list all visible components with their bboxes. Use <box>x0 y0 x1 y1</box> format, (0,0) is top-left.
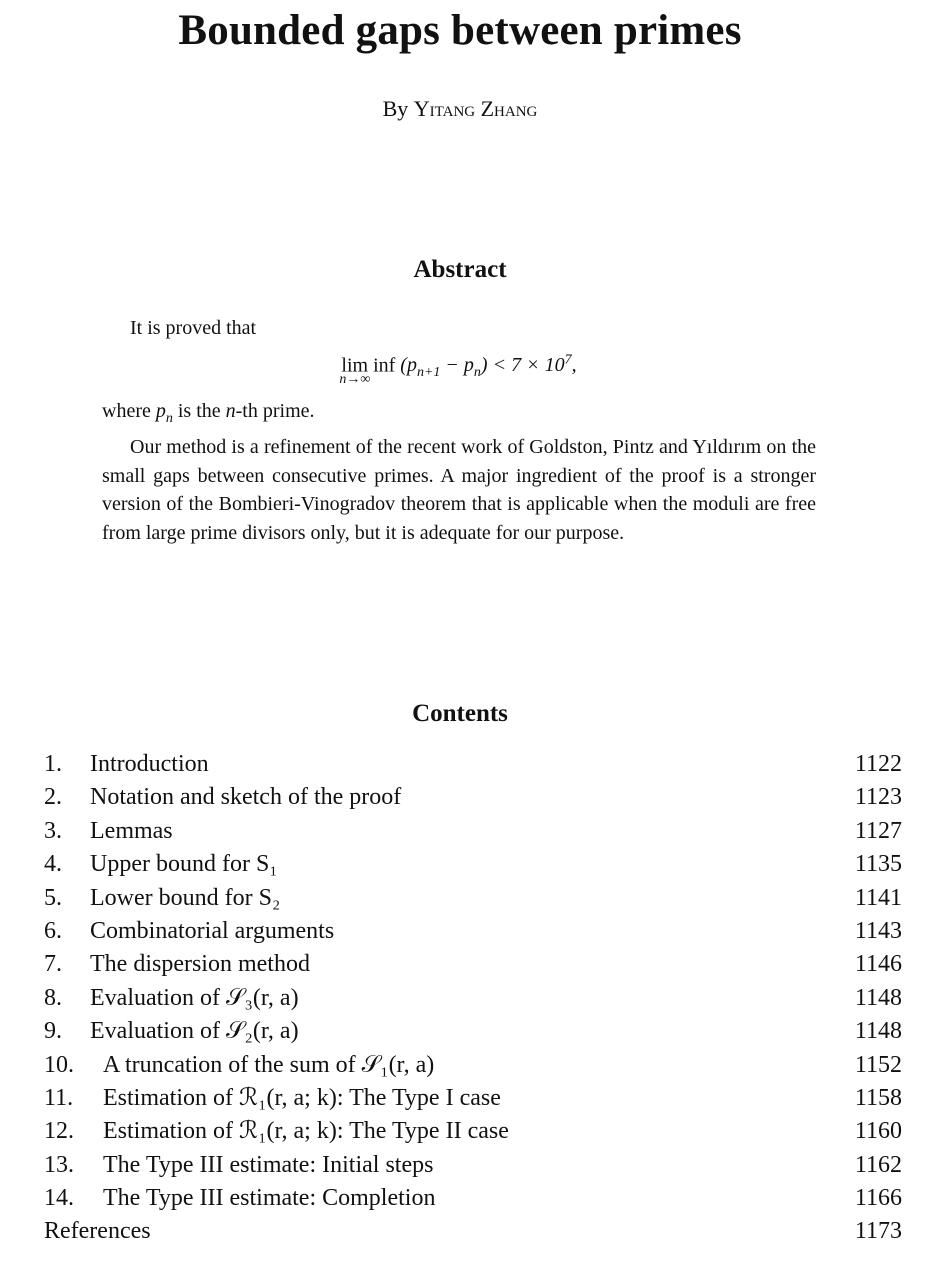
abstract-intro: It is proved that <box>130 317 257 339</box>
toc-entry-number: 8. <box>44 984 62 1011</box>
pn-symbol: $p_n$ <box>155 399 173 426</box>
author-byline <box>0 96 920 122</box>
toc-entry-number: 12. <box>44 1118 74 1145</box>
toc-entry-number: 11. <box>44 1084 74 1111</box>
toc-entry-label[interactable]: Estimation of ℛ₁(r, a; k): The Type I case <box>103 1084 501 1111</box>
after-formula-text: where <box>102 399 151 422</box>
toc-entry[interactable] <box>44 1182 902 1215</box>
toc-entry-label[interactable]: The Type III estimate: Initial steps <box>103 1151 434 1178</box>
toc-entry-label[interactable]: A truncation of the sum of 𝒮₁(r, a) <box>103 1051 435 1078</box>
toc-entry-label[interactable]: Notation and sketch of the proof <box>90 784 402 811</box>
toc-entry-page: 1146 <box>854 951 902 978</box>
toc-entry-label[interactable]: Lower bound for S₂ <box>90 884 281 911</box>
toc-entry-page: 1148 <box>854 984 902 1011</box>
toc-entry[interactable] <box>44 815 902 848</box>
toc-entry-number: 5. <box>44 884 62 911</box>
toc-entry-label[interactable]: Introduction <box>90 751 209 777</box>
toc-entry-label[interactable]: The Type III estimate: Completion <box>103 1185 436 1212</box>
toc-entry-page: 1143 <box>854 917 902 944</box>
formula-limit-subscript: n→∞ <box>339 371 371 387</box>
abstract-body <box>102 314 816 548</box>
toc-entry-number: 7. <box>44 951 62 978</box>
toc-entry-label[interactable]: The dispersion method <box>90 951 310 978</box>
toc-entry-page: 1127 <box>854 817 902 844</box>
toc-entry[interactable] <box>44 882 902 915</box>
toc-entry-label[interactable]: Combinatorial arguments <box>90 917 335 944</box>
toc-entry-number: 2. <box>44 784 62 811</box>
toc-entry-number: 14. <box>44 1185 74 1212</box>
toc-entry-page: 1148 <box>854 1018 902 1045</box>
toc-entry-page: 1158 <box>854 1084 902 1111</box>
after-formula-text: is the <box>177 399 221 422</box>
table-of-contents <box>44 748 902 1249</box>
toc-entry-page: 1160 <box>854 1118 902 1145</box>
byline-prefix: By <box>382 96 409 121</box>
toc-entry-number: 3. <box>44 817 62 844</box>
toc-entry-label[interactable]: References <box>44 1218 151 1245</box>
toc-entry[interactable] <box>44 1115 902 1148</box>
toc-entry[interactable] <box>44 848 902 881</box>
toc-entry[interactable] <box>44 1082 902 1115</box>
toc-entry-page: 1135 <box>854 851 902 878</box>
toc-entry-page: 1123 <box>854 784 902 811</box>
abstract-paragraph: Our method is a refinement of the recent work of Goldston, Pintz and Yıldırım on the small gaps between consecutive primes. A major ingredient of the proof is a stronger version of the Bombieri-Vinogradov theorem that is applicable when the moduli are free from large prime divisors only, but it is adequate for our purpose. <box>102 436 816 544</box>
toc-entry[interactable] <box>44 781 902 814</box>
toc-entry[interactable] <box>44 915 902 948</box>
n-symbol: n <box>225 399 236 422</box>
contents-heading: Contents <box>412 700 508 727</box>
abstract-heading: Abstract <box>413 256 507 283</box>
toc-entry-label[interactable]: Upper bound for S₁ <box>90 851 278 878</box>
toc-entry-number: 9. <box>44 1018 62 1045</box>
toc-entry-page: 1162 <box>854 1151 902 1178</box>
toc-entry[interactable] <box>44 1149 902 1182</box>
toc-entry[interactable] <box>44 1015 902 1048</box>
toc-entry-page: 1122 <box>854 751 902 777</box>
toc-entry-label[interactable]: Lemmas <box>90 817 173 844</box>
toc-entry-number: 4. <box>44 851 62 878</box>
formula-body: $(p_{n+1} - p_n) < 7 \times 10^7$, <box>400 352 577 381</box>
toc-entry[interactable] <box>44 1049 902 1082</box>
toc-entry-label[interactable]: Evaluation of 𝒮₃(r, a) <box>90 984 299 1011</box>
main-formula <box>102 349 816 397</box>
toc-entry-number: 6. <box>44 917 62 944</box>
toc-entry-number: 1. <box>44 751 62 777</box>
abstract-after-formula <box>102 397 816 434</box>
toc-entry-page: 1152 <box>854 1051 902 1078</box>
toc-entry-number: 10. <box>44 1051 74 1078</box>
formula-expression <box>341 349 576 386</box>
after-formula-text: -th prime. <box>235 399 315 422</box>
toc-entry-number: 13. <box>44 1151 74 1178</box>
formula-liminf: lim inf <box>341 354 396 377</box>
paper-title: Bounded gaps between primes <box>178 7 742 54</box>
toc-entry-label[interactable]: Evaluation of 𝒮₂(r, a) <box>90 1018 299 1045</box>
toc-entry-label[interactable]: Estimation of ℛ₁(r, a; k): The Type II case <box>103 1118 509 1145</box>
toc-entry-page: 1141 <box>854 884 902 911</box>
toc-entry-page: 1166 <box>854 1185 902 1212</box>
toc-entry[interactable] <box>44 1215 902 1248</box>
toc-entry[interactable] <box>44 748 902 781</box>
toc-entry[interactable] <box>44 948 902 981</box>
toc-entry-page: 1173 <box>854 1218 902 1245</box>
toc-entry[interactable] <box>44 982 902 1015</box>
author-name: Yitang Zhang <box>413 96 538 121</box>
